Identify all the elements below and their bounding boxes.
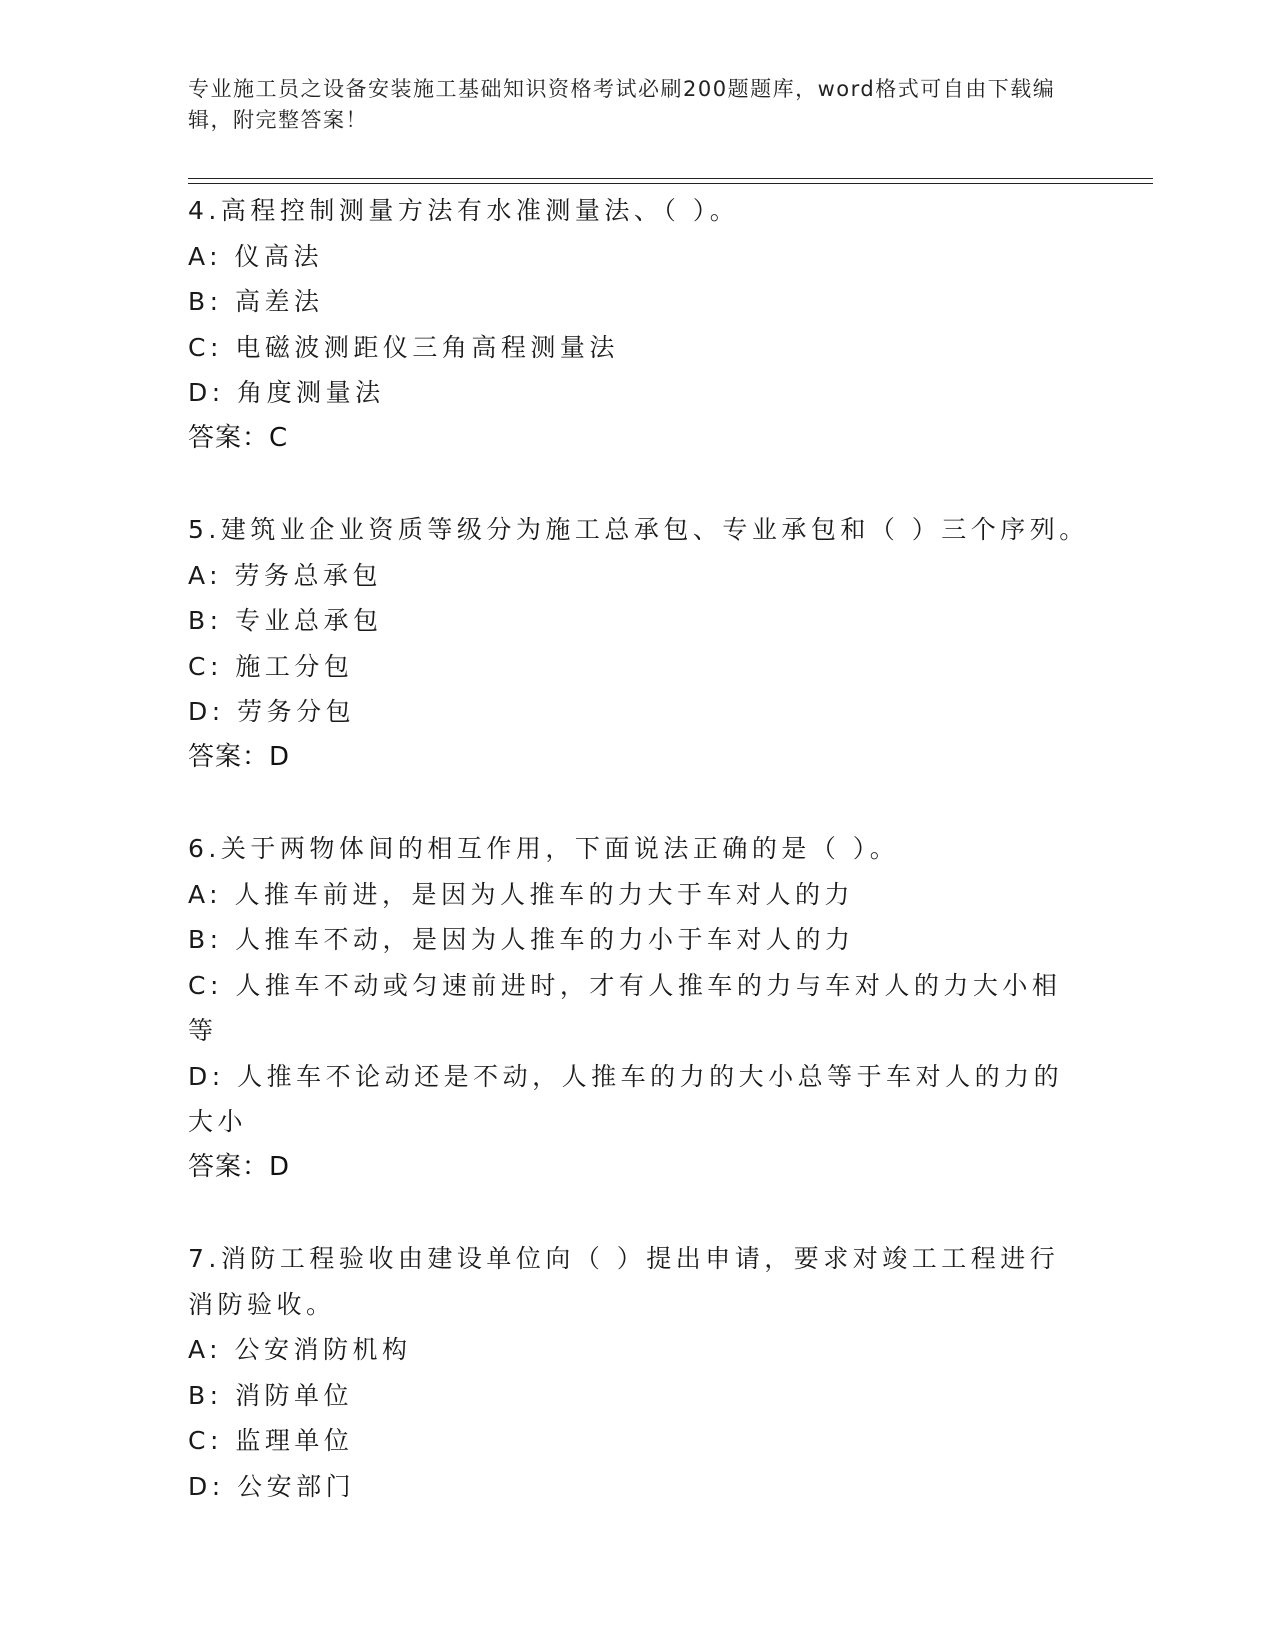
header-divider-top (188, 178, 1153, 179)
question-7 (188, 1236, 1088, 1509)
question-stem: 7.消防工程验收由建设单位向（ ）提出申请，要求对竣工工程进行消防验收。 (188, 1244, 1060, 1319)
question-4 (188, 188, 1088, 461)
option-a: A: 劳务总承包 (188, 560, 383, 590)
option-c: C: 电磁波测距仪三角高程测量法 (188, 332, 619, 362)
answer-text: 答案：C (188, 422, 289, 453)
option-d: D: 劳务分包 (188, 697, 356, 726)
question-stem: 5.建筑业企业资质等级分为施工总承包、专业承包和（ ）三个序列。 (188, 515, 1089, 544)
option-d: D: 人推车不论动还是不动，人推车的力的大小总等于车对人的力的大小 (188, 1061, 1064, 1136)
option-b: B: 高差法 (188, 287, 324, 316)
question-6 (188, 826, 1088, 1190)
document-intro: 专业施工员之设备安装施工基础知识资格考试必刷200题题库，word格式可自由下载编辑，附完整答案！ (188, 77, 1056, 132)
option-c: C: 监理单位 (188, 1426, 354, 1455)
question-stem: 4.高程控制测量方法有水准测量法、（ ）。 (188, 196, 740, 225)
option-c: C: 人推车不动或匀速前进时，才有人推车的力与车对人的力大小相等 (188, 970, 1062, 1045)
question-spacer (188, 1190, 1088, 1236)
question-5 (188, 507, 1088, 780)
option-b: B: 人推车不动，是因为人推车的力小于车对人的力 (188, 925, 855, 954)
header-divider-bottom (188, 183, 1153, 184)
option-d: D: 角度测量法 (188, 378, 385, 407)
answer-text: 答案：D (188, 1151, 291, 1182)
question-stem: 6.关于两物体间的相互作用，下面说法正确的是（ ）。 (188, 834, 900, 863)
option-a: A: 仪高法 (188, 241, 324, 271)
question-list (188, 188, 1088, 1509)
option-b: B: 专业总承包 (188, 606, 383, 635)
option-a: A: 公安消防机构 (188, 1335, 412, 1364)
question-spacer (188, 780, 1088, 826)
question-spacer (188, 461, 1088, 507)
option-c: C: 施工分包 (188, 651, 354, 681)
answer-text: 答案：D (188, 741, 291, 772)
option-b: B: 消防单位 (188, 1380, 354, 1410)
option-a: A: 人推车前进，是因为人推车的力大于车对人的力 (188, 879, 855, 909)
option-d: D: 公安部门 (188, 1471, 356, 1501)
